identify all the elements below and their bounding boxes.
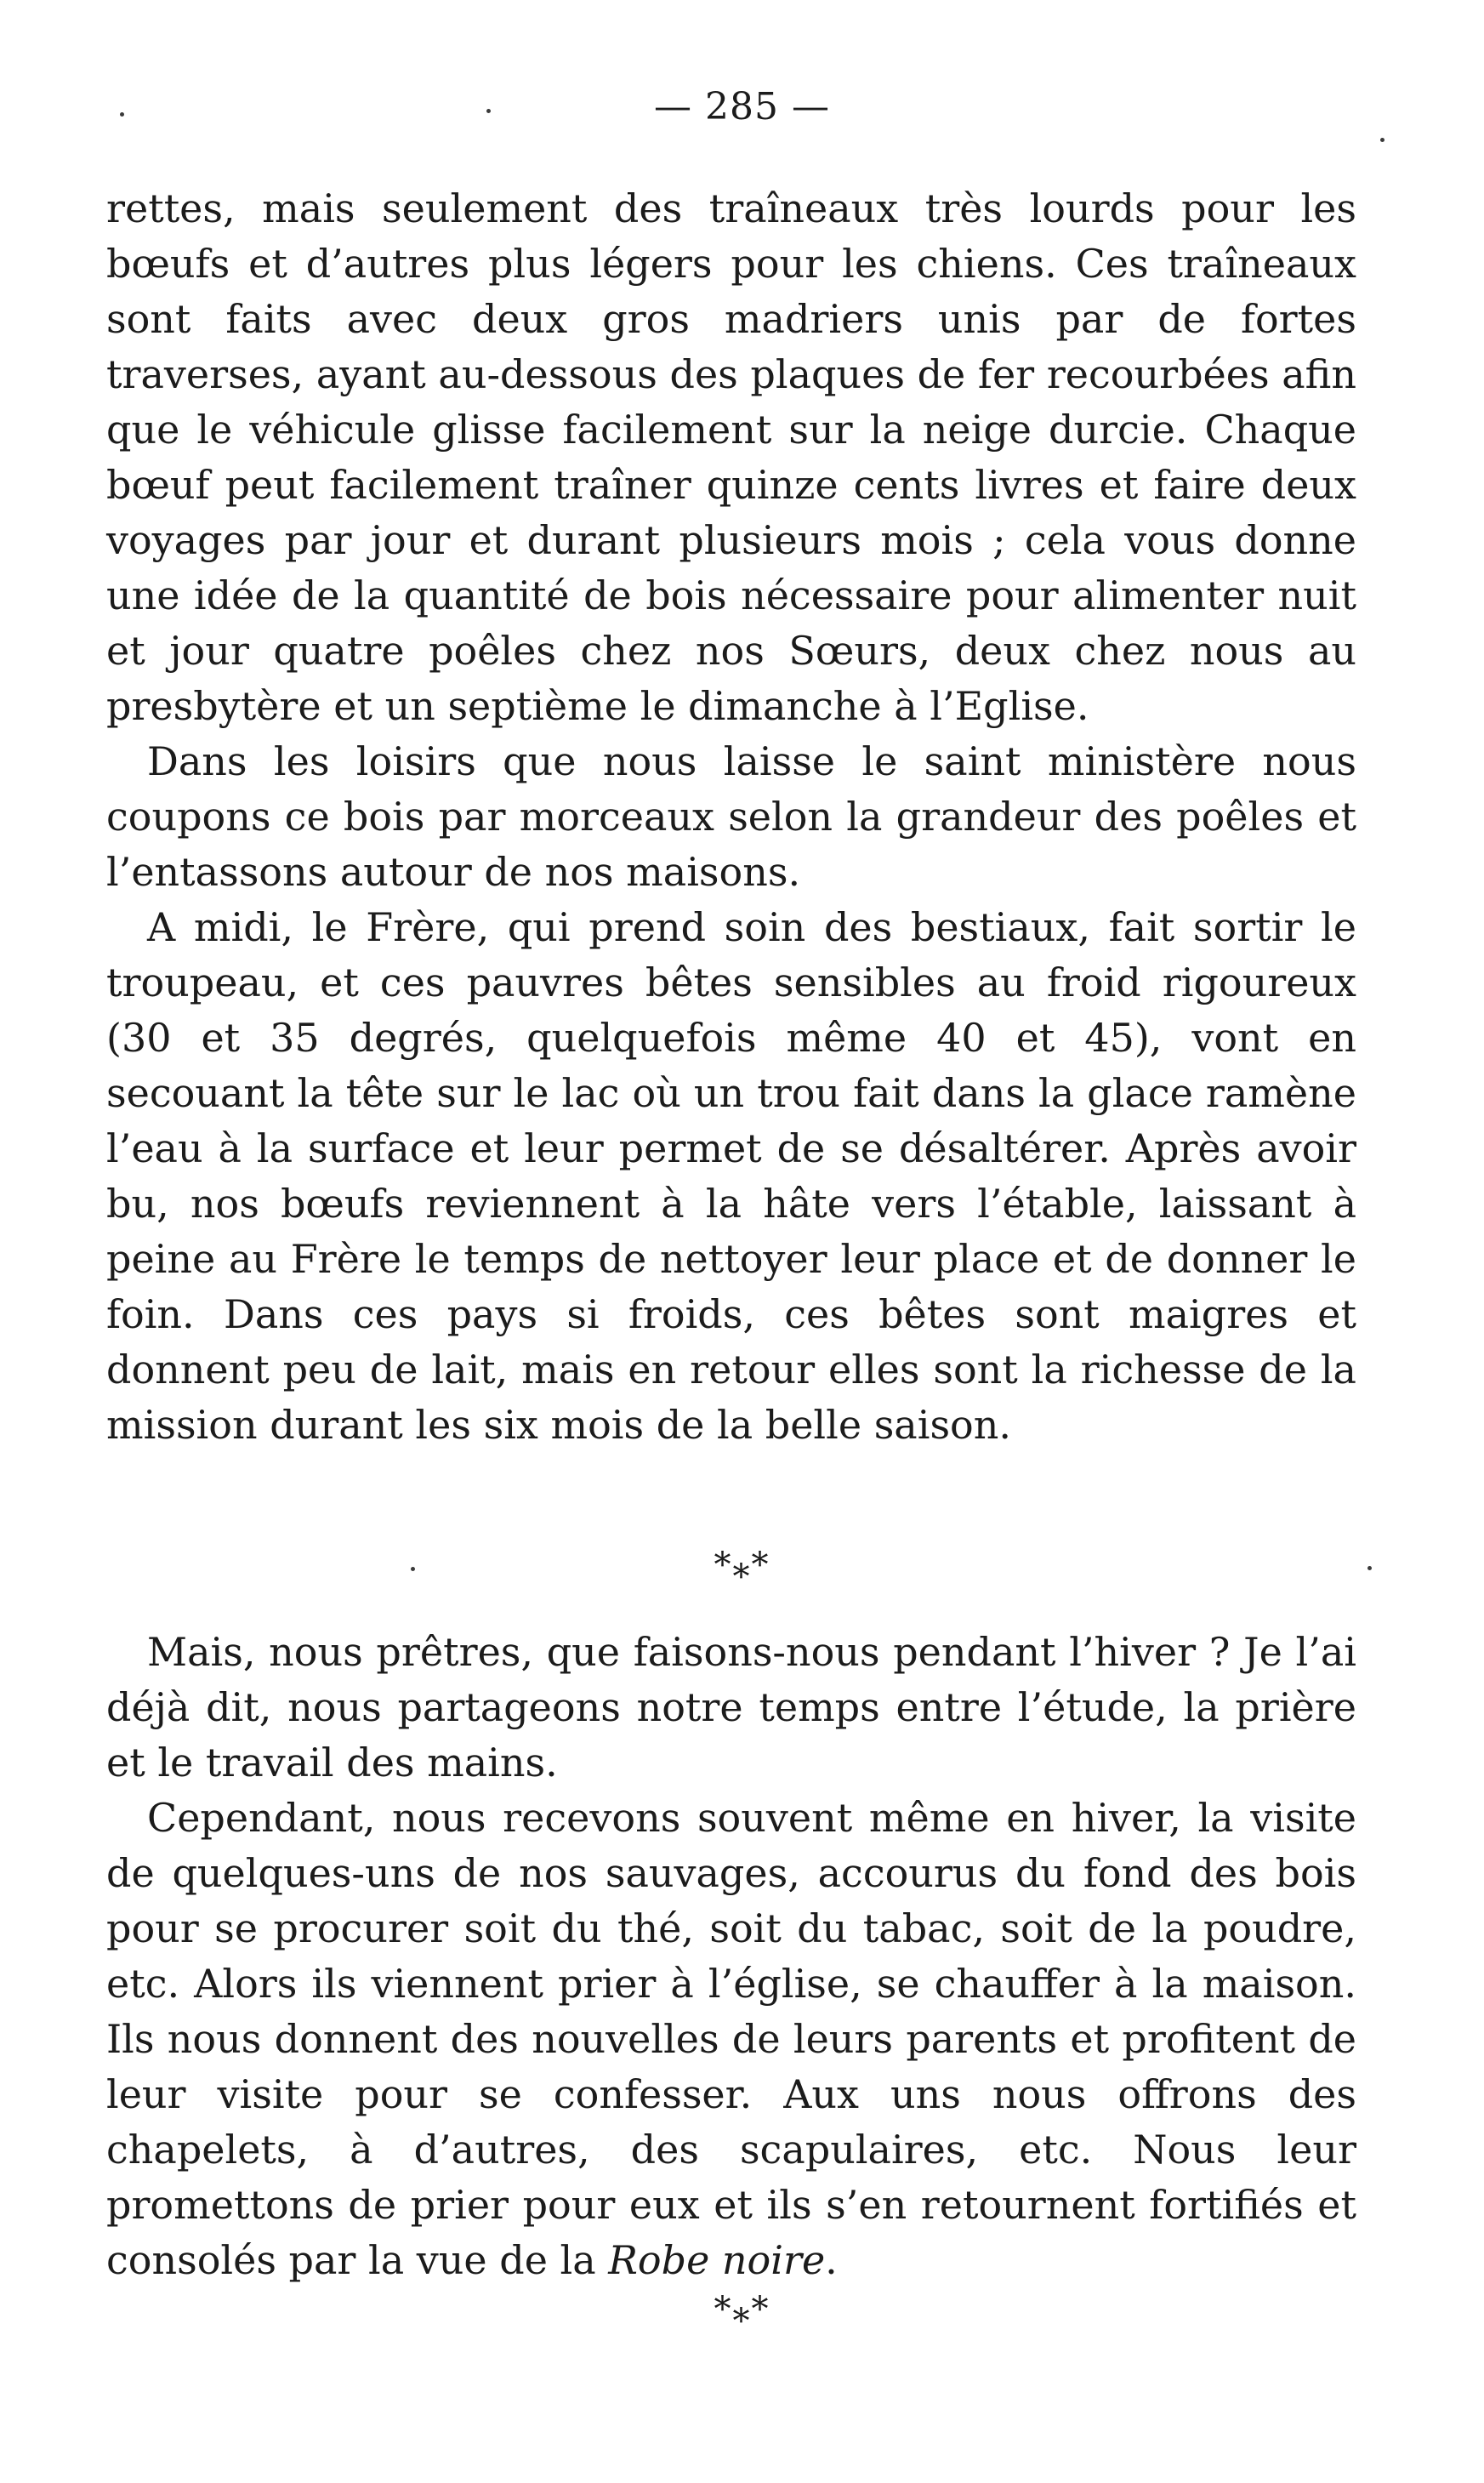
paragraph-5-text: Cependant, nous recevons souvent même en hiver, la visite de quelques-uns de nos sauvages, accourus du fond des bois pour se procurer soit du thé, soit du tabac, soit de la poudre, etc. Alors ils viennent prier à l’église, se chauffer à la maison. Ils nous donnent des nouvelles de leurs parents et profitent de leur visite pour se confesser. Aux uns nous offrons des chapelets, à d’autres, des scapulaires, etc. Nous leur promettons de prier pour eux et ils s’en retournent fortifiés et consolés par la vue de la [106,1795,1356,2283]
ink-speck [1367,1566,1372,1570]
paragraph-5 [106,1791,1356,2288]
asterisk-middle: * [732,1558,752,1597]
ink-speck [411,1567,415,1571]
ink-speck [1380,138,1384,142]
asterisk-left: * [714,1546,733,1585]
final-period: . [825,2237,838,2283]
asterisk-left-2: * [714,2290,733,2329]
section-separator-2 [0,2290,1484,2341]
text-block-bottom [106,1625,1356,2288]
asterisk-middle-2: * [732,2302,752,2341]
paragraph-3: A midi, le Frère, qui prend soin des bestiaux, fait sortir le troupeau, et ces pauvres bêtes sensibles au froid rigoureux (30 et 35 degrés, quelquefois même 40 et 45), vont en secouant la tête sur le lac où un trou fait dans la glace ramène l’eau à la surface et leur permet de se désaltérer. Après avoir bu, nos bœufs reviennent à la hâte vers l’étable, laissant à peine au Frère le temps de nettoyer leur place et de donner le foin. Dans ces pays si froids, ces bêtes sont maigres et donnent peu de lait, mais en retour elles sont la richesse de la mission durant les six mois de la belle saison. [106,904,1356,1448]
ink-speck [120,112,124,117]
ink-speck [486,109,491,113]
paragraph-1: rettes, mais seulement des traîneaux très lourds pour les bœufs et d’autres plus légers pour les chiens. Ces traîneaux sont faits avec deux gros madriers unis par de fortes traverses, ayant au-dessous des plaques de fer recourbées afin que le véhicule glisse facilement sur la neige durcie. Chaque bœuf peut facilement traîner quinze cents livres et faire deux voyages par jour et durant plusieurs mois ; cela vous donne une idée de la quantité de bois nécessaire pour alimenter nuit et jour quatre poêles chez nos Sœurs, deux chez nous au presbytère et un septième le dimanche à l’Eglise. [106,185,1356,729]
paragraph-4: Mais, nous prêtres, que faisons-nous pendant l’hiver ? Je l’ai déjà dit, nous partageons notre temps entre l’étude, la prière et le travail des mains. [106,1629,1356,1785]
asterisk-right-2: * [751,2290,770,2329]
page-number: — 285 — [654,85,830,128]
section-separator-1 [0,1546,1484,1597]
paragraph-2: Dans les loisirs que nous laisse le saint ministère nous coupons ce bois par morceaux selon la grandeur des poêles et l’entassons autour de nos maisons. [106,738,1356,895]
text-block-top [106,181,1356,1453]
asterisk-right: * [751,1546,770,1585]
italic-robe-noire: Robe noire [608,2237,826,2283]
